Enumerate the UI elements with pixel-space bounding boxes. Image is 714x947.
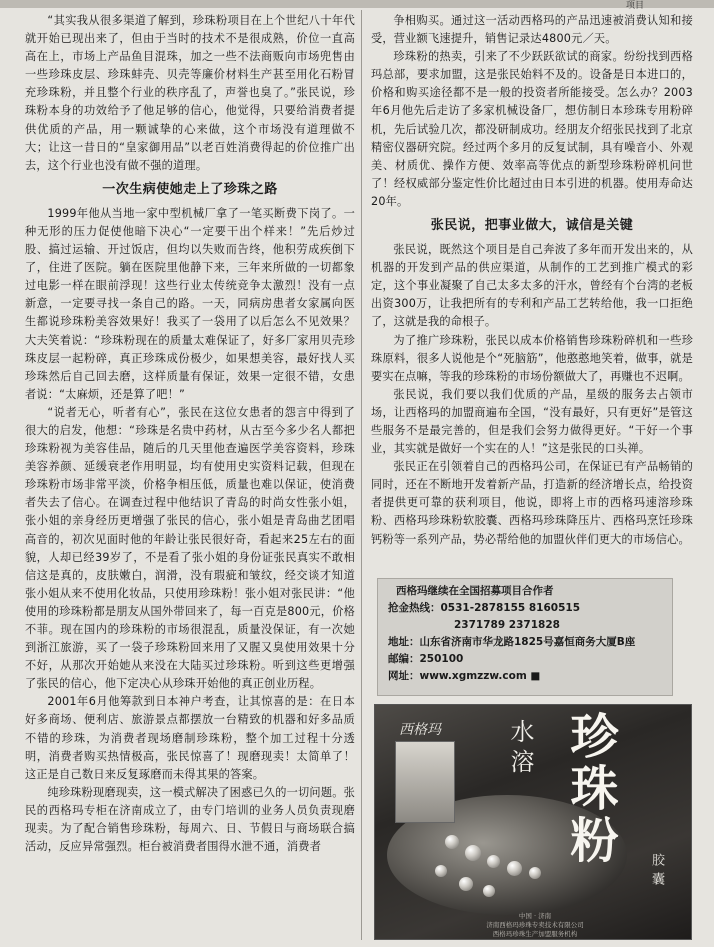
pearl-image (507, 861, 522, 876)
ad-word-zhenzhufen: 珍珠粉 (562, 711, 618, 867)
product-box-image (395, 741, 455, 823)
ad-footer: 中国 · 济南 济南西格玛珍珠专卖技术有限公司 西格玛珍珠生产加盟服务机构 (486, 912, 584, 938)
article-paragraph: 1999年他从当地一家中型机械厂拿了一笔买断费下岗了。一种无形的压力促使他暗下决心“一定要干出个样来！”先后炒过股、搞过运输、开过饭店，但均以失败而告终，他积劳成疾倒下了，住进了医院。躺在医院里他静下来，三年来所做的一切都象过电影一样在眼前浮现！这些行业太传统竞争太激烈！没有一点新意，一定要寻找一条自己的路。一天，同病房患者女家属向医生都说珍珠粉美容效果好！我买了一袋用了以后怎么不见效果？大夫笑着说：“珍珠粉现在的质量太难保证了，好多厂家用贝壳珍珠皮层一起粉碎，真正珍珠成份极少，如果想美容，最好找人买珍珠然后自己回去磨，这样质量有保证，效果一定很不错，女患者说：“太麻烦，还是算了吧！” (25, 206, 355, 401)
section-heading: 张民说，把事业做大，诚信是关键 (430, 218, 634, 234)
header-strip (0, 0, 714, 11)
ad-brand: 西格玛 (399, 722, 441, 738)
hotline-row (388, 600, 662, 617)
postcode: 邮编：250100 (388, 653, 464, 665)
right-column (371, 12, 693, 549)
article-paragraph: 张民说，既然这个项目是自己奔波了多年而开发出来的，从机器的开发到产品的供应渠道，从制作的工艺到推广模式的彩定，这个事业凝聚了自己太多太多的汗水，曾经有个台湾的老板出资300万，让我把所有的专利和产品工艺转给他，我一口拒绝了，这就是我的命根子。 (371, 243, 693, 329)
article-paragraph: 张民说，我们要以我们优质的产品，星级的服务去占领市场，让西格玛的加盟商遍布全国，“没有最好，只有更好”是管这些服务不是最完善的，但是我们会努力做得更好。“干好一个事业，其实就是做好一个实在的人！”这是张民的口头禅。 (371, 387, 693, 456)
article-paragraph: “其实我从很多渠道了解到，珍珠粉项目在上个世纪八十年代就开始已现出来了，但由于当时的技术不是很成熟，价位一直高高在上，市场上产品鱼目混珠，加之一些不法商贩向市场兜售由一些珍珠皮层、珍珠蚌壳、贝壳等廉价材料生产甚至用化石粉冒充珍珠粉，并且整个行业的秩序乱了，声誉也臭了。”张民说，珍珠粉本身的功效给予了他足够的信心，他觉得，只要给消费者提供优质的产品，用一颗诚挚的心来做，这个市场没有道理做不大；让这一昔日的“皇家御用品”以老百姓消费得起的价位推广出去，这个行业也没有做不强的道理。 (25, 14, 355, 172)
article-paragraph: 纯珍珠粉现磨现卖，这一模式解决了困惑已久的一切问题。张民的西格玛专柜在济南成立了，由专门培训的业务人员负责现磨现卖。为了配合销售珍珠粉，每周六、日、节假日与商场联合搞活动，反应异常强烈。柜台被消费者围得水泄不通，消费者 (25, 785, 355, 854)
header-fragment: 项目 (625, 1, 644, 11)
pearl-image (465, 845, 481, 861)
pearl-image (445, 835, 459, 849)
section-heading: 一次生病使她走上了珍珠之路 (102, 181, 278, 197)
pearl-image (487, 855, 500, 868)
pearl-image (435, 865, 447, 877)
hotline-numbers-2: 2371789 2371828 (454, 619, 560, 631)
article-paragraph: 争相购买。通过这一活动西格玛的产品迅速被消费认知和接受，营业额飞速提升，销售记录达4800元／天。 (371, 14, 693, 46)
contact-title: 西格玛继续在全国招募项目合作者 (396, 585, 554, 597)
contact-box (377, 578, 673, 696)
hotline-numbers-1: 0531-2878155 8160515 (440, 602, 581, 614)
left-column (25, 12, 355, 856)
pearl-image (483, 885, 495, 897)
ad-word-jiaonang: 胶囊 (649, 853, 664, 891)
article-paragraph: 为了推广珍珠粉，张民以成本价格销售珍珠粉碎机和一些珍珠原料，很多人说他是个“死脑筋”，他憨憨地笑着，做事，就是要实在点嘛，等我的珍珠粉的市场份额做大了，再赚也不迟啊。 (371, 333, 693, 383)
address: 地址：山东省济南市华龙路1825号嘉恒商务大厦B座 (388, 636, 636, 648)
column-divider (361, 10, 362, 940)
article-paragraph: 张民正在引领着自己的西格玛公司，在保证已有产品畅销的同时，还在不断地开发着新产品，打造新的经济增长点，给投资者提供更可靠的获利项目，他说，即将上市的西格玛速溶珍珠粉、西格玛珍珠粉软胶囊、西格玛珍珠降压片、西格玛烹饪珍珠钙粉等一系列产品，势必帮给他的加盟伙伴们更大的市场信心。 (371, 460, 693, 546)
article-paragraph: 珍珠粉的热卖，引来了不少跃跃欲试的商家。纷纷找到西格玛总部，要求加盟，这是张民始料不及的。设备是日本进口的，价格和购买途径都不是一般的投资者所能接受。怎么办？2003年6月他先后走访了多家机械设备厂，想仿制日本珍珠专用粉碎机，先后试验几次，都没研制成功。经朋友介绍张民找到了北京精密仪器研究院。经过两个多月的反复试制，具有噪音小、外观美、材质优、操作方便、效率高等优点的新型珍珠粉碎机问世了！经权威部分鉴定性价比超过由日本引进的机器。使用寿命达20年。 (371, 50, 693, 208)
article-paragraph: 2001年6月他筹款到日本神户考查，让其惊喜的是：在日本好多商场、便利店、旅游景点都摆放一台精致的机器和好多品质不错的珍珠，为消费者现场磨制珍珠粉，整个加工过程十分透明，消费者购买热情极高，张民惊喜了！现磨现卖！太简单了！这正是自己数日来反复琢磨而未得其果的答案。 (25, 695, 355, 781)
product-advertisement (374, 704, 692, 940)
ad-word-shuirong: 水溶 (506, 719, 534, 779)
article-paragraph: “说者无心，听者有心”，张民在这位女患者的怨言中得到了很大的启发，他想：“珍珠是名贵中药材，从古至今多少名人都把珍珠粉视为美容佳品，随后的几天里他查遍医学美容资料，珍珠美容养颜、延缓衰老作用明显，均有使用史实资料记载，但现在珍珠粉市场非常平淡，价格争相压低，质量也难以保证，使消费者失去了信心。在调查过程中他结识了青岛的时尚女性张小姐，张小姐的亲身经历更增强了张民的信心，张小姐是青岛曲艺团唱高音的，初次见面时他的年龄让张民很好奇，看起来25左右的面貌，人却已经39岁了，不是看了张小姐的身份证张民真实不敢相信这是真的，皮肤嫩白，润滑，没有瑕疵和皱纹，经交谈才知道张小姐从来不使用化妆品，只使用珍珠粉！张小姐对张民讲：“他使用的珍珠粉都是朋友从国外带回来了，每一百克是800元，价格不菲。现在国内的珍珠粉的市场很混乱，质量没保证，有一次她到浙江旅游，买了一袋子珍珠粉回来用了又腥又臭使用效果十分不好，从那次开始她从来没在大陆买过珍珠粉。听到这些更增强了张民的信心，他下定决心从珍珠开始他的真正创业历程。 (25, 405, 355, 691)
pearl-image (459, 877, 473, 891)
website-link[interactable]: 网址：www.xgmzzw.com ■ (388, 670, 541, 682)
hotline-label: 抢金热线： (388, 602, 441, 614)
pearl-image (529, 867, 541, 879)
